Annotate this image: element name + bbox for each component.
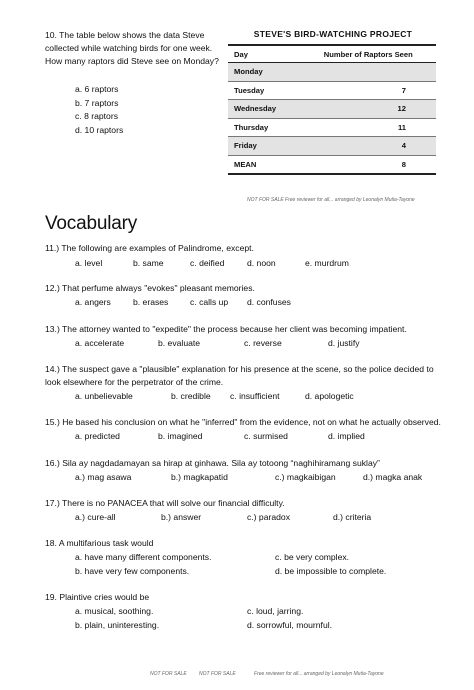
- question-15-text: 15.) He based his conclusion on what he "inferred" from the evidence, not on what he actually observed.: [45, 417, 441, 427]
- question-12-text: 12.) That perfume always "evokes" pleasant memories.: [45, 283, 255, 293]
- table-cell-value: 7: [301, 81, 437, 100]
- q12-option-c: c. calls up: [190, 297, 229, 307]
- question-17-text: 17.) There is no PANACEA that will solve our financial difficulty.: [45, 498, 285, 508]
- q14-option-d: d. apologetic: [305, 391, 354, 401]
- table-title: STEVE'S BIRD-WATCHING PROJECT: [253, 29, 413, 39]
- table-row: [228, 100, 436, 119]
- table-cell-value: 12: [301, 100, 437, 119]
- q18-option-c: c. be very complex.: [275, 552, 350, 562]
- q13-option-a: a. accelerate: [75, 338, 125, 348]
- q10-option-a: a. 6 raptors: [75, 84, 119, 94]
- question-11-text: 11.) The following are examples of Palindrome, except.: [45, 243, 254, 253]
- q17-option-c: c.) paradox: [247, 512, 290, 522]
- table-cell-value: 4: [301, 137, 437, 156]
- q11-option-a: a. level: [75, 258, 103, 268]
- table-header-raptors: Number of Raptors Seen: [301, 45, 437, 63]
- table-row: [228, 63, 436, 82]
- q14-option-b: b. credible: [171, 391, 211, 401]
- bird-watching-table: [228, 44, 436, 175]
- q11-option-e: e. murdrum: [305, 258, 349, 268]
- q12-option-a: a. angers: [75, 297, 111, 307]
- q12-option-b: b. erases: [133, 297, 169, 307]
- table-row: [228, 155, 436, 174]
- table-row: [228, 118, 436, 137]
- q19-option-d: d. sorrowful, mournful.: [247, 620, 333, 630]
- q10-option-d: d. 10 raptors: [75, 124, 124, 135]
- footer-credit: Free reviewer for all... arranged by Leonalyn Mutia-Tayone: [254, 671, 384, 677]
- table-cell-value: [301, 63, 437, 82]
- q16-option-d: d.) magka anak: [363, 472, 423, 482]
- table-cell-day: Tuesday: [228, 81, 301, 100]
- q19-option-c: c. loud, jarring.: [247, 606, 304, 616]
- q15-option-a: a. predicted: [75, 431, 120, 441]
- q11-option-c: c. deified: [190, 258, 225, 268]
- q14-option-a: a. unbelievable: [75, 391, 133, 401]
- q15-option-d: d. implied: [328, 431, 365, 441]
- q17-option-d: d.) criteria: [333, 512, 372, 522]
- q13-option-d: d. justify: [328, 338, 360, 348]
- table-row: [228, 137, 436, 156]
- q13-option-b: b. evaluate: [158, 338, 201, 348]
- q15-option-b: b. imagined: [158, 431, 203, 441]
- table-cell-value: 8: [301, 155, 437, 174]
- question-19-text: 19. Plaintive cries would be: [45, 592, 150, 602]
- question-13-text: 13.) The attorney wanted to "expedite" the process because her client was becoming impatient.: [45, 324, 407, 334]
- q16-option-b: b.) magkapatid: [171, 472, 228, 482]
- question-14-text-continued: look elsewhere for the perpetrator of the crime.: [45, 377, 224, 387]
- table-cell-day: Friday: [228, 137, 301, 156]
- question-14-text: 14.) The suspect gave a "plausible" explanation for his presence at the scene, so the police decided to: [45, 364, 434, 374]
- question-10: [45, 29, 220, 68]
- q14-option-c: c. insufficient: [230, 391, 280, 401]
- q18-option-a: a. have many different components.: [75, 552, 212, 562]
- section-heading: Vocabulary: [45, 213, 138, 234]
- q17-option-b: b.) answer: [161, 512, 202, 522]
- q16-option-a: a.) mag asawa: [75, 472, 132, 482]
- q13-option-c: c. reverse: [244, 338, 282, 348]
- q18-option-d: d. be impossible to complete.: [275, 566, 387, 576]
- q19-option-b: b. plain, uninteresting.: [75, 620, 160, 630]
- table-cell-day: MEAN: [228, 155, 301, 174]
- table-cell-value: 11: [301, 118, 437, 137]
- q15-option-c: c. surmised: [244, 431, 288, 441]
- table-footer-note: NOT FOR SALE Free reviewer for all... arranged by Leonalyn Mutia-Tayone: [247, 197, 415, 203]
- table-header-day: Day: [228, 45, 301, 63]
- q12-option-d: d. confuses: [247, 297, 291, 307]
- q19-option-a: a. musical, soothing.: [75, 606, 154, 616]
- q18-option-b: b. have very few components.: [75, 566, 190, 576]
- footer-not-for-sale-1: NOT FOR SALE: [150, 671, 187, 677]
- table-cell-day: Wednesday: [228, 100, 301, 119]
- table-cell-day: Monday: [228, 63, 301, 82]
- q11-option-b: b. same: [133, 258, 164, 268]
- table-row: [228, 81, 436, 100]
- footer-not-for-sale-2: NOT FOR SALE: [199, 671, 236, 677]
- question-10-text: 10. The table below shows the data Steve collected while watching birds for one week. How many raptors did Steve see on Monday?: [45, 30, 219, 66]
- q10-option-c: c. 8 raptors: [75, 111, 118, 121]
- q16-option-c: c.) magkaibigan: [275, 472, 336, 482]
- q11-option-d: d. noon: [247, 258, 276, 268]
- question-18-text: 18. A multifarious task would: [45, 538, 154, 548]
- q10-option-b: b. 7 raptors: [75, 97, 119, 108]
- question-16-text: 16.) Sila ay nagdadamayan sa hirap at ginhawa. Sila ay totoong “naghihiramang suklay”: [45, 458, 380, 468]
- q17-option-a: a.) cure-all: [75, 512, 116, 522]
- table-cell-day: Thursday: [228, 118, 301, 137]
